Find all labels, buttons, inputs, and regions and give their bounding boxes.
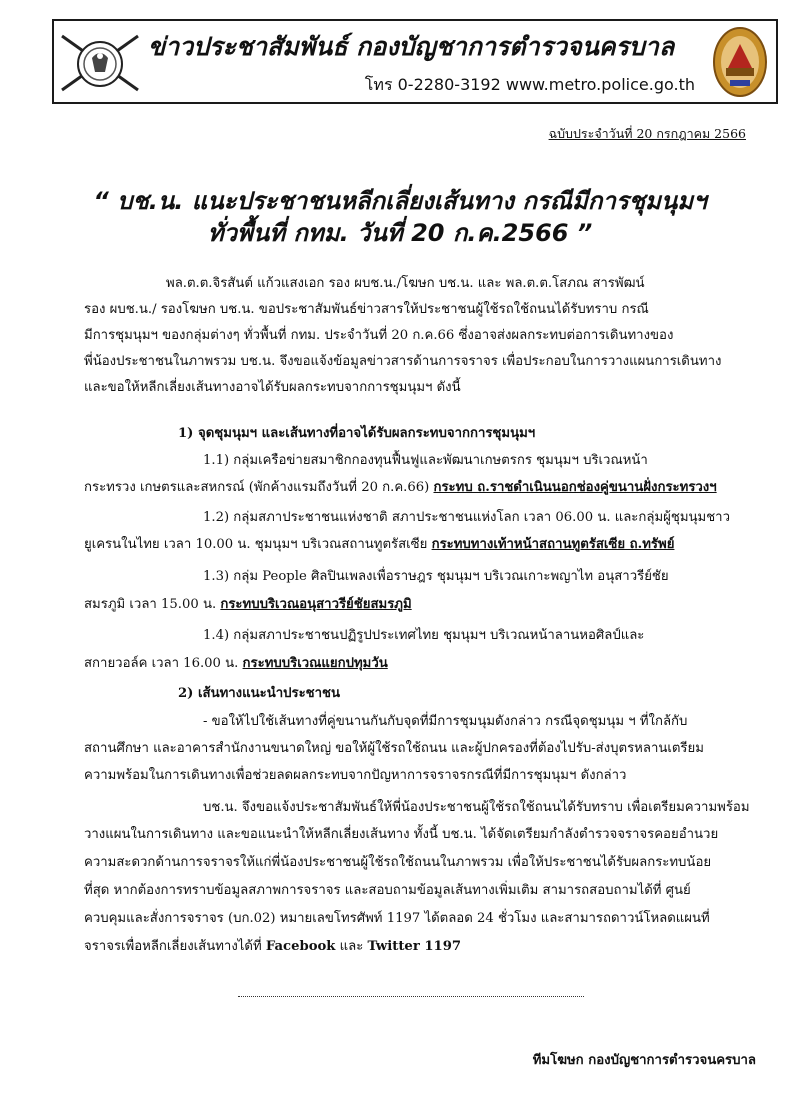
header-title: ข่าวประชาสัมพันธ์ กองบัญชาการตำรวจนครบาล: [148, 32, 675, 61]
metro-police-badge-logo: [712, 26, 768, 98]
item-1-4-line-2: [84, 652, 388, 673]
item-1-2-impact: กระทบทางเท้าหน้าสถานทูตรัสเซีย ถ.ทรัพย์: [431, 537, 675, 552]
closing-line-2: วางแผนในการเดินทาง และขอแนะนำให้หลีกเลี่ยงเส้นทาง ทั้งนี้ บช.น. ได้จัดเตรียมกำลังตำรวจจราจรคอยอำนวย: [84, 827, 719, 842]
closing-line-1: บช.น. จึงขอแจ้งประชาสัมพันธ์ให้พี่น้องประชาชนผู้ใช้รถใช้ถนนได้รับทราบ เพื่อเตรียมความพร้อม: [203, 800, 750, 815]
intro-line-2: รอง ผบช.น./ รองโฆษก บช.น. ขอประชาสัมพันธ์ข่าวสารให้ประชาชนผู้ใช้รถใช้ถนนได้รับทราบ กรณี: [84, 302, 649, 317]
footer-signature: ทีมโฆษก กองบัญชาการตำรวจนครบาล: [532, 1053, 756, 1068]
section-2-heading: 2) เส้นทางแนะนำประชาชน: [178, 686, 340, 701]
item-1-3-line-2: [84, 593, 412, 614]
closing-line-6-text: จราจรเพื่อหลีกเลี่ยงเส้นทางได้ที่: [84, 939, 262, 954]
closing-line-4: ที่สุด หากต้องการทราบข้อมูลสภาพการจราจร และสอบถามข้อมูลเส้นทางเพิ่มเติม สามารถสอบถามได้ที่ ศูนย์: [84, 883, 691, 898]
item-1-4-line-1: 1.4) กลุ่มสภาประชาชนปฏิรูปประเทศไทย ชุมนุมฯ บริเวณหน้าลานหอศิลป์และ: [203, 628, 645, 643]
section-1-heading: 1) จุดชุมนุมฯ และเส้นทางที่อาจได้รับผลกระทบจากการชุมนุมฯ: [178, 426, 536, 441]
closing-line-6: [84, 935, 461, 956]
item-1-1-line-1: 1.1) กลุ่มเครือข่ายสมาชิกกองทุนฟื้นฟูและพัฒนาเกษตรกร ชุมนุมฯ บริเวณหน้า: [203, 453, 648, 468]
item-1-3-impact: กระทบบริเวณอนุสาวรีย์ชัยสมรภูมิ: [220, 597, 412, 612]
item-1-1-impact: กระทบ ถ.ราชดำเนินนอกช่องคู่ขนานฝั่งกระทรวงฯ: [433, 480, 717, 495]
header-contact: โทร 0-2280-3192 www.metro.police.go.th: [364, 75, 695, 94]
item-1-3-line-1: 1.3) กลุ่ม People ศิลปินเพลงเพื่อราษฎร ชุมนุมฯ บริเวณเกาะพญาไท อนุสาวรีย์ชัย: [203, 569, 669, 584]
section-2-line-1: - ขอให้ไปใช้เส้นทางที่คู่ขนานกันกับจุดที่มีการชุมนุมดังกล่าว กรณีจุดชุมนุม ฯ ที่ใกล้กับ: [203, 714, 688, 729]
intro-line-4: พี่น้องประชาชนในภาพรวม บช.น. จึงขอแจ้งข้อมูลข่าวสารด้านการจราจร เพื่อประกอบในการวางแผนการเดินทาง: [84, 354, 722, 369]
twitter-label: Twitter 1197: [367, 939, 462, 954]
item-1-2-text: ยูเครนในไทย เวลา 10.00 น. ชุมนุมฯ บริเวณสถานทูตรัสเซีย: [84, 537, 428, 552]
item-1-2-line-2: [84, 533, 674, 554]
section-2-line-3: ความพร้อมในการเดินทางเพื่อช่วยลดผลกระทบจากปัญหาการจราจรกรณีที่มีการชุมนุมฯ ดังกล่าว: [84, 768, 627, 783]
item-1-4-impact: กระทบบริเวณแยกปทุมวัน: [242, 656, 388, 671]
facebook-label: Facebook: [265, 939, 336, 954]
dotted-divider: [238, 996, 584, 997]
closing-line-5: ควบคุมและสั่งการจราจร (บก.02) หมายเลขโทรศัพท์ 1197 ได้ตลอด 24 ชั่วโมง และสามารถดาวน์โหลดแผนที่: [84, 911, 710, 926]
issue-date: ฉบับประจำวันที่ 20 กรกฎาคม 2566: [548, 126, 746, 141]
headline-line-1: “ บช.น. แนะประชาชนหลีกเลี่ยงเส้นทาง กรณีมีการชุมนุมฯ: [93, 187, 707, 215]
intro-line-5: และขอให้หลีกเลี่ยงเส้นทางอาจได้รับผลกระทบจากการชุมนุมฯ ดังนี้: [84, 380, 461, 395]
closing-line-3: ความสะดวกด้านการจราจรให้แก่พี่น้องประชาชนผู้ใช้รถใช้ถนนในภาพรวม เพื่อให้ประชาชนได้รับผลกระทบน้อย: [84, 855, 712, 870]
intro-line-3: มีการชุมนุมฯ ของกลุ่มต่างๆ ทั่วพื้นที่ กทม. ประจำวันที่ 20 ก.ค.66 ซึ่งอาจส่งผลกระทบต่อการเดินทางของ: [84, 328, 674, 343]
police-emblem-logo: [58, 28, 142, 98]
item-1-2-line-1: 1.2) กลุ่มสภาประชาชนแห่งชาติ สภาประชาชนแห่งโลก เวลา 06.00 น. และกลุ่มผู้ชุมนุมชาว: [203, 510, 730, 525]
headline-line-2: ทั่วพื้นที่ กทม. วันที่ 20 ก.ค.2566 ”: [207, 219, 593, 247]
item-1-4-text: สกายวอล์ค เวลา 16.00 น.: [84, 656, 239, 671]
closing-and: และ: [339, 939, 364, 954]
item-1-3-text: สมรภูมิ เวลา 15.00 น.: [84, 597, 217, 612]
item-1-1-line-2: [84, 476, 717, 497]
item-1-1-text: กระทรวง เกษตรและสหกรณ์ (พักค้างแรมถึงวันที่ 20 ก.ค.66): [84, 480, 430, 495]
section-2-line-2: สถานศึกษา และอาคารสำนักงานขนาดใหญ่ ขอให้ผู้ใช้รถใช้ถนน และผู้ปกครองที่ต้องไปรับ-ส่งบุตรหลานเตรียม: [84, 741, 704, 756]
intro-line-1: พล.ต.ต.จิรสันต์ แก้วแสงเอก รอง ผบช.น./โฆษก บช.น. และ พล.ต.ต.โสภณ สารพัฒน์: [166, 276, 645, 291]
